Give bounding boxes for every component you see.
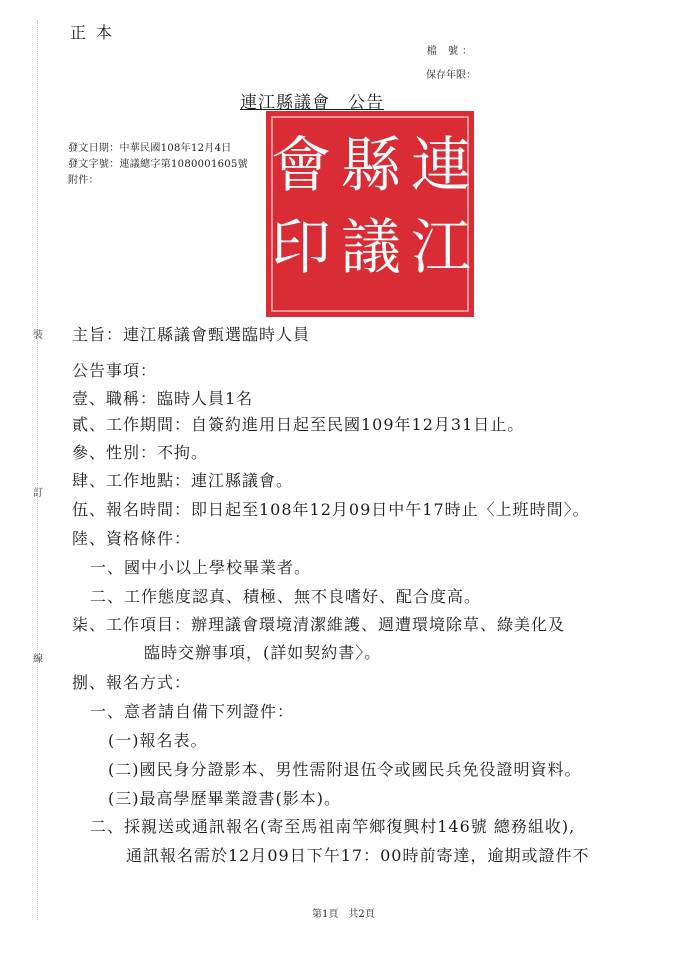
page-number: 第1頁 共2頁: [312, 909, 375, 920]
issue-date: 發文日期：中華民國108年12月4日: [68, 143, 232, 154]
seal-char-yi: 議: [341, 213, 401, 283]
item-qualifications: 陸、資格條件：: [72, 529, 192, 548]
document-1: (一)報名表。: [108, 731, 208, 750]
seal-char-hui: 會: [271, 131, 331, 201]
binding-mark-ding: 訂: [33, 488, 43, 499]
item-period: 貳、工作期間：自簽約進用日起至民國109年12月31日止。: [72, 415, 525, 434]
item-location: 肆、工作地點：連江縣議會。: [72, 471, 294, 490]
document-3: (三)最高學歷畢業證書(影本)。: [108, 789, 341, 808]
subject-line: 主旨：連江縣議會甄選臨時人員: [72, 325, 311, 344]
item-position: 壹、職稱：臨時人員1名: [72, 389, 254, 408]
item-application-method: 捌、報名方式：: [72, 673, 192, 692]
seal-char-xian: 縣: [341, 131, 401, 201]
binding-line: [37, 20, 38, 920]
document-number: 發文字號：連議總字第1080001605號: [68, 159, 248, 170]
method-2: 二、採親送或通訊報名(寄至馬祖南竿鄉復興村146號 總務組收),: [90, 817, 576, 836]
item-duties-cont: 臨時交辦事項，(詳如契約書〉。: [144, 643, 382, 662]
attachment-label: 附件：: [68, 175, 99, 186]
seal-char-lian: 連: [411, 131, 471, 201]
notice-heading: 公告事項：: [72, 361, 158, 380]
item-registration-time: 伍、報名時間：即日起至108年12月09日中午17時止〈上班時間〉。: [72, 500, 590, 519]
binding-mark-zhuang: 裝: [33, 330, 43, 341]
method-2-cont: 通訊報名需於12月09日下午17：00時前寄達，逾期或證件不: [126, 846, 590, 865]
official-seal-stamp: [263, 108, 477, 320]
document-title: 連江縣議會 公告: [240, 93, 384, 113]
item-duties: 柒、工作項目：辦理議會環境清潔維護、週遭環境除草、綠美化及: [72, 615, 566, 634]
file-number-label: 檔 號：: [426, 46, 476, 57]
original-copy-label: 正本: [70, 23, 123, 42]
document-2: (二)國民身分證影本、男性需附退伍令或國民兵免役證明資料。: [108, 760, 582, 779]
seal-char-yin: 印: [271, 213, 331, 283]
item-gender: 參、性別：不拘。: [72, 443, 209, 462]
binding-mark-xian: 線: [33, 654, 43, 665]
retention-period-label: 保存年限：: [426, 70, 476, 81]
qualification-2: 二、工作態度認真、積極、無不良嗜好、配合度高。: [90, 587, 482, 606]
seal-char-jiang: 江: [411, 213, 471, 283]
qualification-1: 一、國中小以上學校畢業者。: [90, 558, 312, 577]
method-1: 一、意者請自備下列證件：: [90, 702, 295, 721]
